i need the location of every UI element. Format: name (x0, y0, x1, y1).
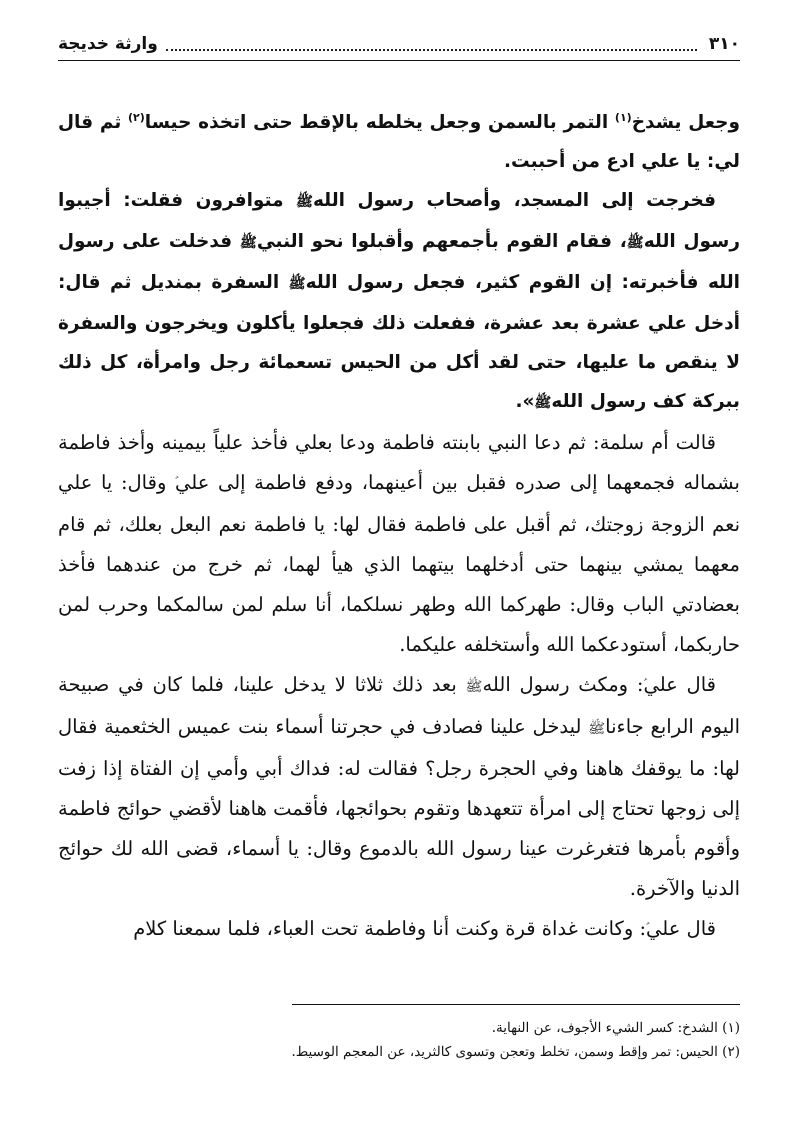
salawat-glyph: ﷺ (296, 194, 313, 210)
p2-text-end: ». (515, 391, 535, 412)
p4-text-b: : ومكث رسول الله (482, 673, 644, 696)
page-number: ٣١٠ (708, 34, 740, 54)
paragraph-1 (58, 103, 740, 181)
paragraph-5 (58, 909, 740, 951)
salawat-glyph: ﷺ (288, 276, 306, 292)
salawat-glyph: ﷺ (626, 235, 644, 251)
salawat-glyph: ﷺ (588, 721, 606, 737)
salawat-glyph: ﷺ (534, 395, 552, 411)
p2-text-e: السفرة بمنديل ثم قال: أدخل علي عشرة بعد عشرة، ففعلت ذلك فجعلوا يأكلون ويخرجون والسفرة لا ينقص ما عليها، حتى لقد أكل من الحيس تسعمائة رجل وامرأة، كل ذلك ببركة كف رسول الله (58, 272, 740, 412)
running-header (58, 28, 740, 61)
p2-text-c: ، فقام القوم بأجمعهم وأقبلوا نحو النبي (256, 231, 627, 252)
p1-text-3: ثم قال لي: يا علي ادع من أحببت. (58, 112, 740, 172)
footnote-2: (٢) الحيس: تمر وإقط وسمن، تخلط وتعجن وتسوى كالثريد، عن المعجم الوسيط. (291, 1044, 740, 1060)
p4-text-d: ليدخل علينا فصادف في حجرتنا أسماء بنت عميس الخثعمية فقال لها: ما يوقفك هاهنا وفي الحجرة رجل؟ فقالت له: فداك أبي وأمي إن الفتاة إذا زفت إلى زوجها تحتاج إلى امرأة تتعهدها وتقوم بحوائجها، فأقمت هاهنا لأقضي حوائج فاطمة وأقوم بأمرها فتغرغرت عينا رسول الله بالدموع وقال: يا أسماء، قضى الله لك حوائج الدنيا والآخرة. (58, 715, 740, 900)
paragraph-2 (58, 181, 740, 423)
footnote-separator (292, 1004, 740, 1005)
footnote-marker-1[interactable]: (١) (614, 110, 632, 124)
chapter-title: وارثة خديجة (58, 34, 158, 54)
salawat-glyph: ﷺ (239, 235, 257, 251)
p4-text-a: قال علي (643, 673, 716, 696)
dotted-leader (166, 37, 697, 51)
footnote-marker-2[interactable]: (٢) (128, 110, 145, 124)
salawat-glyph: ﷺ (465, 679, 483, 695)
paragraph-3 (58, 423, 740, 665)
book-page (58, 28, 740, 1118)
p1-text-2: التمر بالسمن وجعل يخلطه بالإقط حتى اتخذه حيسا (144, 112, 615, 133)
p3-text-a: قالت أم سلمة: ثم دعا النبي بابنته فاطمة ودعا بعلي فأخذ علياً بيمينه وأخذ فاطمة بشماله فجمعهما إلى صدره فقبل بين أعينهما، ودفع فاطمة إلى علي (58, 431, 740, 494)
p2-text-d: فدخلت على رسول الله فأخبرته: إن القوم كثير، فجعل رسول الله (58, 231, 741, 293)
p3-text-b: وقال: يا علي نعم الزوجة زوجتك، ثم أقبل على فاطمة فقال لها: يا فاطمة نعم البعل بعلك، ثم قام معهما يمشي بينهما حتى أدخلهما بيتهما الذي هيأ لهما، ثم خرج من عندهما فأخذ بعضادتي الباب وقال: طهركما الله وطهر نسلكما، أنا سلم لمن سالمكما وحرب لمن حاربكما، أستودعكما الله وأستخلفه عليكما. (58, 471, 740, 656)
p5-text-a: قال علي (646, 917, 716, 940)
body-text (58, 103, 740, 951)
footnotes (58, 1016, 740, 1064)
p5-text-b: : وكانت غداة قرة وكنت أنا وفاطمة تحت العباء، فلما سمعنا كلام (133, 917, 647, 940)
p1-text-1: وجعل يشدخ (631, 112, 740, 133)
p2-text-b: متوافرون فقلت: أجيبوا رسول الله (58, 190, 740, 252)
p4-text-c: بعد ذلك ثلاثا لا يدخل علينا، فلما كان في صبيحة اليوم الرابع جاءنا (58, 673, 740, 738)
footnote-1: (١) الشدخ: كسر الشيء الأجوف، عن النهاية. (491, 1020, 740, 1036)
paragraph-4 (58, 665, 740, 909)
p2-text-a: فخرجت إلى المسجد، وأصحاب رسول الله (312, 190, 716, 211)
